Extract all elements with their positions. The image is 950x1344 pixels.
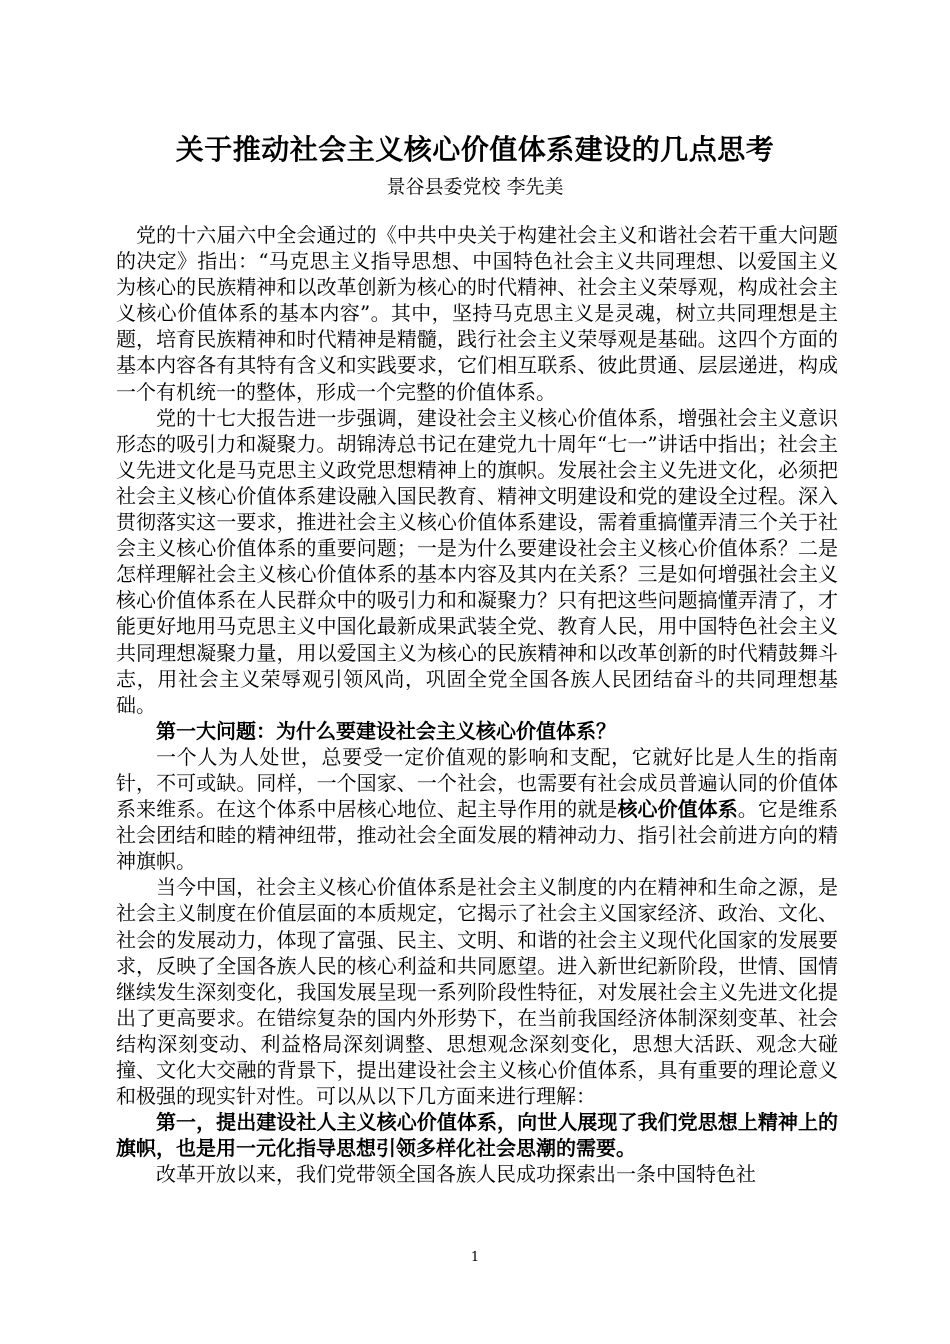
- paragraph-3-emphasis: 核心价值体系: [617, 797, 738, 822]
- paragraph-5: 改革开放以来，我们党带领全国各族人民成功探索出一条中国特色社: [156, 1162, 756, 1187]
- section-heading-1: 第一大问题：为什么要建设社会主义核心价值体系？: [156, 718, 616, 743]
- document-title: 关于推动社会主义核心价值体系建设的几点思考: [175, 133, 775, 166]
- paragraph-3-text-c: 。它是维系社会团结和睦的精神纽带，推动社会全面发展的精神动力、指引社会前进方向的精神旗帜。: [116, 797, 839, 874]
- page-number: 1: [470, 1250, 480, 1265]
- paragraph-1: 党的十六届六中全会通过的《中共中央关于构建社会主义和谐社会若干重大问题的决定》指出：“马克思主义指导思想、中国特色社会主义共同理想、以爱国主义为核心的民族精神和以改革创新为核心的时代精神、社会主义荣辱观，构成社会主义核心价值体系的基本内容”。其中，坚持马克思主义是灵魂，树立共同理想是主题，培育民族精神和时代精神是精髓，践行社会主义荣辱观是基础。这四个方面的基本内容各有其特有含义和实践要求，它们相互联系、彼此贯通、层层递进，构成一个有机统一的整体，形成一个完整的价值体系。: [116, 223, 838, 404]
- author-byline: 景谷县委党校 李先美: [386, 176, 564, 198]
- paragraph-3: [116, 744, 838, 874]
- paragraph-3-text-a: 一个人为人处世，总要受一定价值观的影响和支配，它就好比是人生的指南针，不可或缺。同样，一个国家、一个社会，也需要有社会成员普遍认同的价值体系来维系。在这个体系中居核心地位、起主导作用的就是: [116, 744, 838, 822]
- paragraph-4: 当今中国，社会主义核心价值体系是社会主义制度的内在精神和生命之源，是社会主义制度在价值层面的本质规定，它揭示了社会主义国家经济、政治、文化、社会的发展动力，体现了富强、民主、文明、和谐的社会主义现代化国家的发展要求，反映了全国各族人民的核心利益和共同愿望。进入新世纪新阶段，世情、国情继续发生深刻变化，我国发展呈现一系列阶段性特征，对发展社会主义先进文化提出了更高要求。在错综复杂的国内外形势下，在当前我国经济体制深刻变革、社会结构深刻变动、利益格局深刻调整、思想观念深刻变化，思想大活跃、观念大碰撞、文化大交融的背景下，提出建设社会主义核心价值体系，具有重要的理论意义和极强的现实针对性。可以从以下几方面来进行理解：: [116, 875, 838, 1109]
- document-body: [116, 222, 838, 1187]
- section-heading-2: 第一，提出建设社人主义核心价值体系，向世人展现了我们党思想上精神上的旗帜，也是用一元化指导思想引领多样化社会思潮的需要。: [116, 1110, 838, 1161]
- paragraph-2: 党的十七大报告进一步强调，建设社会主义核心价值体系，增强社会主义意识形态的吸引力和凝聚力。胡锦涛总书记在建党九十周年“七一”讲话中指出；社会主义先进文化是马克思主义政党思想精神上的旗帜。发展社会主义先进文化，必须把社会主义核心价值体系建设融入国民教育、精神文明建设和党的建设全过程。深入贯彻落实这一要求，推进社会主义核心价值体系建设，需着重搞懂弄清三个关于社会主义核心价值体系的重要问题；一是为什么要建设社会主义核心价值体系？二是怎样理解社会主义核心价值体系的基本内容及其内在关系？三是如何增强社会主义核心价值体系在人民群众中的吸引力和和凝聚力？只有把这些问题搞懂弄清了，才能更好地用马克思主义中国化最新成果武装全党、教育人民，用中国特色社会主义共同理想凝聚力量，用以爱国主义为核心的民族精神和以改革创新的时代精鼓舞斗志，用社会主义荣辱观引领风尚，巩固全党全国各族人民团结奋斗的共同理想基础。: [116, 405, 838, 717]
